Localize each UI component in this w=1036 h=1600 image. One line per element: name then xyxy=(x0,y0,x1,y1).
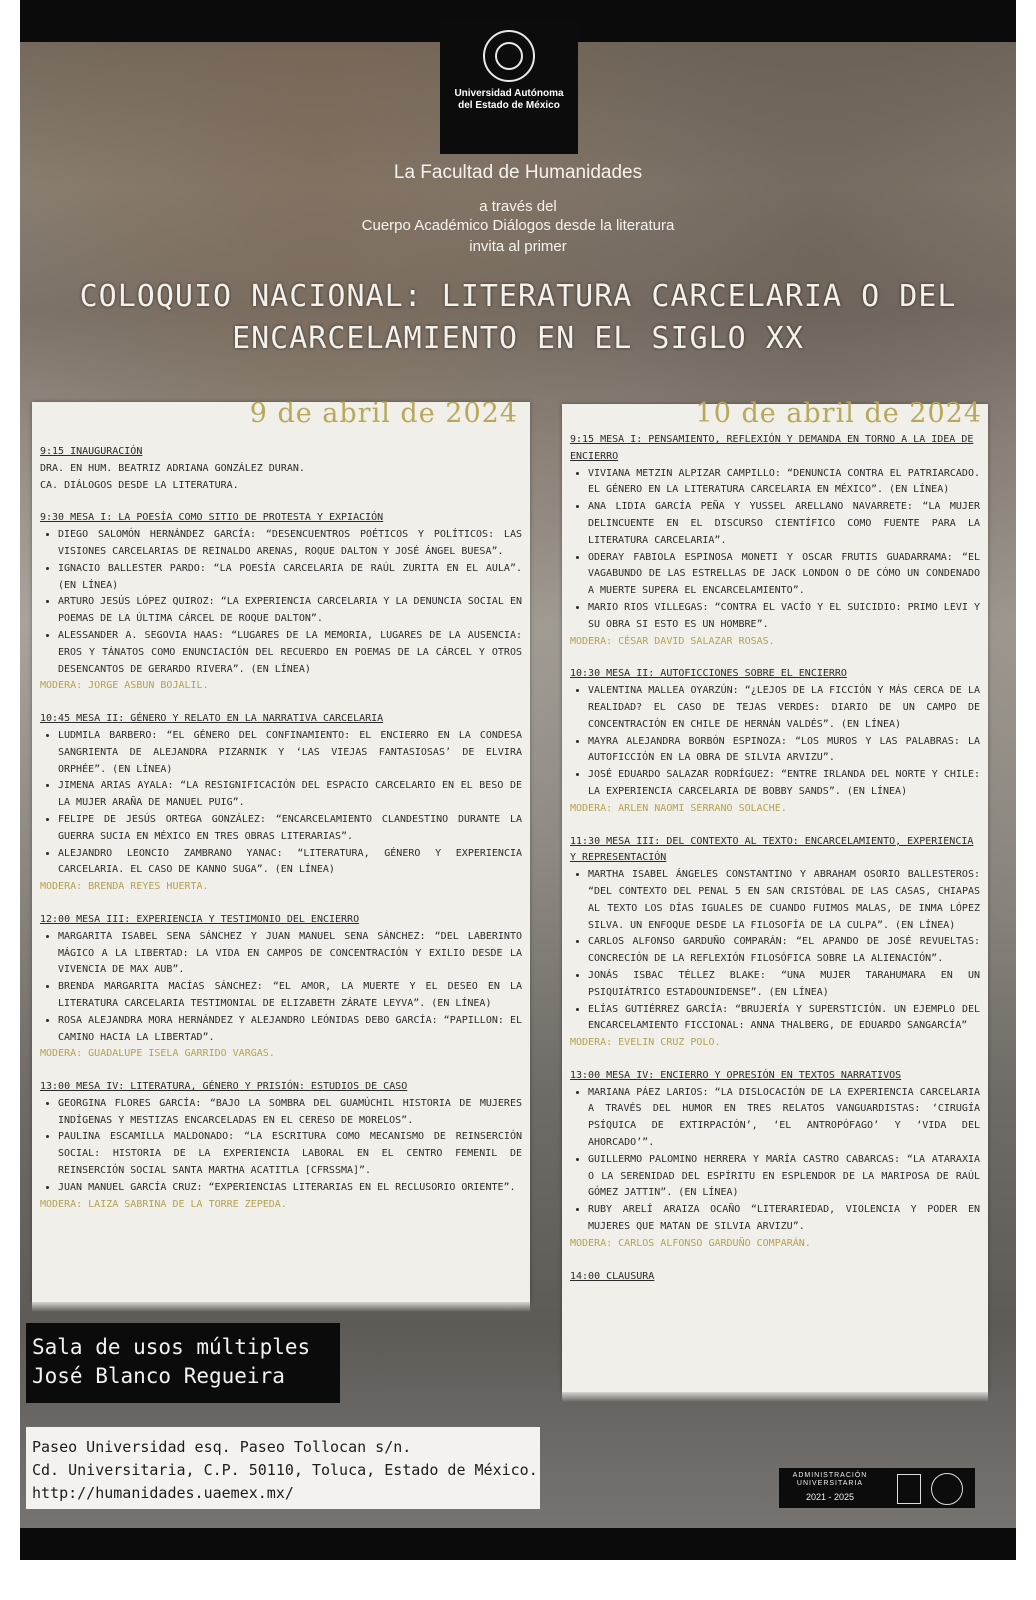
academic-body-logo-icon xyxy=(931,1473,963,1505)
session-heading: 13:00 MESA IV: ENCIERRO Y OPRESIÓN EN TEXTOS NARRATIVOS xyxy=(570,1069,902,1081)
address-line1: Paseo Universidad esq. Paseo Tollocan s/n. xyxy=(32,1438,412,1456)
day2-program xyxy=(562,398,988,1392)
block-spacer xyxy=(40,494,522,510)
admin-label-line1: ADMINISTRACIÓN xyxy=(792,1472,868,1479)
presentation-item: • ALEJANDRO LEONCIO ZAMBRANO YANAC: “LITERATURA, GÉNERO Y EXPERIENCIA CARCELARIA. EL CASO DE KANNO SUGA”. (EN LÍNEA) xyxy=(58,846,522,880)
day1-schedule xyxy=(40,444,522,1213)
presentation-list xyxy=(40,728,522,879)
presentation-item: • JIMENA ARIAS AYALA: “LA RESIGNIFICACIÓN DEL ESPACIO CARCELARIO EN EL BESO DE LA MUJER ARAÑA DE MANUEL PUIG”. xyxy=(58,778,522,812)
session-heading: 14:00 CLAUSURA xyxy=(570,1270,655,1282)
presentation-item: • ARTURO JESÚS LÓPEZ QUIROZ: “LA EXPERIENCIA CARCELARIA Y LA DENUNCIA SOCIAL EN POEMAS DE LA ÚLTIMA CÁRCEL DE ROQUE DALTON”. xyxy=(58,594,522,628)
session-heading: 9:30 MESA I: LA POESÍA COMO SITIO DE PROTESTA Y EXPIACIÓN xyxy=(40,512,384,524)
presentation-item: • ROSA ALEJANDRA MORA HERNÁNDEZ Y ALEJANDRO LEÓNIDAS DEBO GARCÍA: “PAPILLON: EL CAMINO HACIA LA LIBERTAD”. xyxy=(58,1013,522,1047)
day1-program xyxy=(32,398,530,1302)
block-spacer xyxy=(570,1253,980,1269)
university-name-line1: Universidad Autónoma xyxy=(454,88,564,99)
block-spacer xyxy=(570,650,980,666)
presentation-item: • MARIANA PÁEZ LARIOS: “LA DISLOCACIÓN DE LA EXPERIENCIA CARCELARIA A TRAVÉS DEL HUMOR EN TRES RELATOS VANGUARDISTAS: ‘CIRUGÍA PSÍQUICA DE EXTIRPACIÓN’, ‘EL ANTROPÓFAGO’ Y ‘VIDA DEL AHORCADO’”. xyxy=(588,1085,980,1152)
presentation-item: • LUDMILA BARBERO: “EL GÉNERO DEL CONFINAMIENTO: EL ENCIERRO EN LA CONDESA SANGRIENTA DE ALEJANDRA PIZARNIK Y ‘LAS VIEJAS FANTASIOSAS’ DE ELVIRA ORPHÉE”. (EN LÍNEA) xyxy=(58,728,522,778)
block-spacer xyxy=(570,1052,980,1068)
session-heading: 13:00 MESA IV: LITERATURA, GÉNERO Y PRISIÓN: ESTUDIOS DE CASO xyxy=(40,1081,408,1093)
event-title-line1: COLOQUIO NACIONAL: LITERATURA CARCELARIA O DEL xyxy=(79,279,957,314)
session-heading: 10:30 MESA II: AUTOFICCIONES SOBRE EL ENCIERRO xyxy=(570,668,847,680)
presentation-list xyxy=(570,466,980,634)
moderator: MODERA: JORGE ASBUN BOJALIL. xyxy=(40,680,209,692)
presentation-item: • IGNACIO BALLESTER PARDO: “LA POESÍA CARCELARIA DE RAÚL ZURITA EN EL AULA”. (EN LÍNEA) xyxy=(58,561,522,595)
presentation-item: • JUAN MANUEL GARCÍA CRUZ: “EXPERIENCIAS LITERARIAS EN EL RECLUSORIO ORIENTE”. xyxy=(58,1180,522,1197)
presentation-item: • DIEGO SALOMÓN HERNÁNDEZ GARCÍA: “DESENCUENTROS POÉTICOS Y POLÍTICOS: LAS VISIONES CARCELARIAS DE REINALDO ARENAS, ROQUE DALTON Y JOSÉ ÁNGEL BUESA”. xyxy=(58,527,522,561)
moderator: MODERA: BRENDA REYES HUERTA. xyxy=(40,881,209,893)
presentation-item: • ELÍAS GUTIÉRREZ GARCÍA: “BRUJERÍA Y SUPERSTICIÓN. UN EJEMPLO DEL ENCARCELAMIENTO FICCIONAL: ANNA THALBERG, DE EDUARDO SANGARCÍA” xyxy=(588,1002,980,1036)
presentation-item: • VIVIANA METZIN ALPIZAR CAMPILLO: “DENUNCIA CONTRA EL PATRIARCADO. EL GÉNERO EN LA LITERATURA CARCELARIA EN MÉXICO”. (EN LÍNEA) xyxy=(588,466,980,500)
day1-date: 9 de abril de 2024 xyxy=(249,398,518,429)
presentation-item: • GUILLERMO PALOMINO HERRERA Y MARÍA CASTRO CABARCAS: “LA ATARAXIA O LA SERENIDAD DEL ESPÍRITU EN ESPLENDOR DE LA MARIPOSA DE RAÚL GÓMEZ JATTIN”. (EN LÍNEA) xyxy=(588,1152,980,1202)
presentation-item: • MAYRA ALEJANDRA BORBÓN ESPINOZA: “LOS MUROS Y LAS PALABRAS: LA AUTOFICCIÓN EN LA OBRA DE SILVIA ARVIZU”. xyxy=(588,734,980,768)
presentation-list xyxy=(570,683,980,801)
admin-badge xyxy=(779,1468,975,1508)
intro-line-3: Cuerpo Académico Diálogos desde la literatura xyxy=(361,217,675,234)
presentation-item: • ODERAY FABIOLA ESPINOSA MONETI Y OSCAR FRUTIS GUADARRAMA: “EL VAGABUNDO DE LAS ESTRELLAS DE JACK LONDON O DE CÓMO UN CONDENADO A MUERTE SUPERA EL ENCARCELAMIENTO”. xyxy=(588,550,980,600)
block-spacer xyxy=(570,818,980,834)
presentation-item: • MARIO RIOS VILLEGAS: “CONTRA EL VACÍO Y EL SUICIDIO: PRIMO LEVI Y SU OBRA SI ESTO ES UN HOMBRE”. xyxy=(588,600,980,634)
event-title-line2: ENCARCELAMIENTO EN EL SIGLO XX xyxy=(232,321,804,356)
block-spacer xyxy=(40,695,522,711)
presentation-item: • VALENTINA MALLEA OYARZÚN: “¿LEJOS DE LA FICCIÓN Y MÁS CERCA DE LA REALIDAD? EL CASO DE TEJAS VERDES: DIARIO DE UN CAMPO DE CONCENTRACIÓN EN CHILE DE HERNÁN VALDÉS”. (EN LÍNEA) xyxy=(588,683,980,733)
presentation-item: • ALESSANDER A. SEGOVIA HAAS: “LUGARES DE LA MEMORIA, LUGARES DE LA AUSENCIA: EROS Y TÁNATOS COMO ENUNCIACIÓN DEL RECUERDO EN POEMAS DE LA CÁRCEL Y OTROS DESENCANTOS DE GERARDO RIVERA”. (EN LÍNEA) xyxy=(58,628,522,678)
website-link[interactable]: http://humanidades.uaemex.mx/ xyxy=(32,1484,294,1502)
day2-schedule xyxy=(570,432,980,1285)
university-name-line2: del Estado de México xyxy=(458,100,560,111)
presentation-item: • GEORGINA FLORES GARCÍA: “BAJO LA SOMBRA DEL GUAMÚCHIL HISTORIA DE MUJERES INDÍGENAS Y MESTIZAS ENCARCELADAS EN EL CERESO DE MORELOS”. xyxy=(58,1096,522,1130)
intro-line-4: invita al primer xyxy=(469,238,567,255)
presentation-item: • MARTHA ISABEL ÁNGELES CONSTANTINO Y ABRAHAM OSORIO BALLESTEROS: “DEL CONTEXTO DEL PENAL 5 EN SAN CRISTÓBAL DE LAS CASAS, CHIAPAS AL TEXTO LOS DÍAS IGUALES DE CUANDO FUIMOS MALAS, DE INMA LÓPEZ SILVA. UN ENFOQUE DESDE LA FILOSOFÍA DE LA CULPA”. (EN LÍNEA) xyxy=(588,867,980,934)
block-spacer xyxy=(40,896,522,912)
admin-period: 2021 - 2025 xyxy=(805,1492,855,1502)
session-heading: 9:15 INAUGURACIÓN xyxy=(40,446,143,457)
bottom-bar xyxy=(20,1528,1016,1560)
presentation-item: • JOSÉ EDUARDO SALAZAR RODRÍGUEZ: “ENTRE IRLANDA DEL NORTE Y CHILE: LA EXPERIENCIA CARCELARIA DE BOBBY SANDS”. (EN LÍNEA) xyxy=(588,767,980,801)
moderator: MODERA: CARLOS ALFONSO GARDUÑO COMPARÁN. xyxy=(570,1237,811,1249)
presentation-item: • CARLOS ALFONSO GARDUÑO COMPARÁN: “EL APANDO DE JOSÉ REVUELTAS: CONCRECIÓN DE LA REFLEXIÓN FILOSÓFICA SOBRE LA ALIENACIÓN”. xyxy=(588,934,980,968)
venue-line2: José Blanco Regueira xyxy=(32,1364,285,1388)
moderator: MODERA: LAIZA SABRINA DE LA TORRE ZEPEDA. xyxy=(40,1198,287,1210)
presentation-list xyxy=(570,867,980,1035)
presentation-item: • RUBY ARELÍ ARAIZA OCAÑO “LITERARIEDAD, VIOLENCIA Y PODER EN MUJERES QUE MATAN DE SILVIA ARVIZU”. xyxy=(588,1202,980,1236)
faculty-name: La Facultad de Humanidades xyxy=(393,162,643,183)
poster xyxy=(20,0,1016,1560)
venue-box xyxy=(26,1323,340,1403)
presentation-list xyxy=(40,527,522,678)
admin-label xyxy=(787,1472,873,1488)
presentation-item: • FELIPE DE JESÚS ORTEGA GONZÁLEZ: “ENCARCELAMIENTO CLANDESTINO DURANTE LA GUERRA SUCIA EN MÉXICO EN TRES OBRAS LITERARIAS”. xyxy=(58,812,522,846)
presentation-item: • ANA LIDIA GARCÍA PEÑA Y YUSSEL ARELLANO NAVARRETE: “LA MUJER DELINCUENTE EN EL DISCURSO CIENTÍFICO COMO FUENTE PARA LA LITERATURA CARCELARIA”. xyxy=(588,499,980,549)
session-heading: 11:30 MESA III: DEL CONTEXTO AL TEXTO: ENCARCELAMIENTO, EXPERIENCIA Y REPRESENTACIÓN xyxy=(570,835,974,864)
university-logo xyxy=(440,20,578,154)
institution-emblem-icon xyxy=(897,1474,921,1504)
address-box xyxy=(26,1427,540,1509)
moderator: MODERA: GUADALUPE ISELA GARRIDO VARGAS. xyxy=(40,1048,275,1060)
presentation-list xyxy=(40,929,522,1047)
session-line: DRA. EN HUM. BEATRIZ ADRIANA GONZÁLEZ DURAN. xyxy=(40,462,305,474)
session-heading: 10:45 MESA II: GÉNERO Y RELATO EN LA NARRATIVA CARCELARIA xyxy=(40,713,384,725)
venue-line1: Sala de usos múltiples xyxy=(32,1335,311,1359)
day2-date: 10 de abril de 2024 xyxy=(695,398,982,429)
intro-line-2: a través del xyxy=(479,198,557,215)
session-line: CA. DIÁLOGOS DESDE LA LITERATURA. xyxy=(40,479,239,491)
university-seal-icon xyxy=(483,30,535,82)
moderator: MODERA: EVELIN CRUZ POLO. xyxy=(570,1037,721,1049)
admin-label-line2: UNIVERSITARIA xyxy=(796,1480,864,1487)
presentation-item: • BRENDA MARGARITA MACÍAS SÁNCHEZ: “EL AMOR, LA MUERTE Y EL DESEO EN LA LITERATURA CARCELARIA TESTIMONIAL DE ELIZABETH ZÁRATE LEYVA”. (EN LÍNEA) xyxy=(58,979,522,1013)
block-spacer xyxy=(40,1063,522,1079)
moderator: MODERA: ARLEN NAOMI SERRANO SOLACHE. xyxy=(570,802,787,814)
session-heading: 12:00 MESA III: EXPERIENCIA Y TESTIMONIO DEL ENCIERRO xyxy=(40,913,360,925)
presentation-list xyxy=(570,1085,980,1236)
presentation-item: • PAULINA ESCAMILLA MALDONADO: “LA ESCRITURA COMO MECANISMO DE REINSERCIÓN SOCIAL: HISTORIA DE LA EXPERIENCIA LABORAL EN EL CENTRO FEMENIL DE REINSERCIÓN SOCIAL SANTA MARTHA ACATITLA [CFRSSMA]”. xyxy=(58,1129,522,1179)
moderator: MODERA: CÉSAR DAVID SALAZAR ROSAS. xyxy=(570,635,775,647)
presentation-item: • JONÁS ISBAC TÉLLEZ BLAKE: “UNA MUJER TARAHUMARA EN UN PSIQUIÁTRICO ESTADOUNIDENSE”. (EN LÍNEA) xyxy=(588,968,980,1002)
presentation-list xyxy=(40,1096,522,1197)
session-heading: 9:15 MESA I: PENSAMIENTO, REFLEXIÓN Y DEMANDA EN TORNO A LA IDEA DE ENCIERRO xyxy=(570,434,974,462)
address-line2: Cd. Universitaria, C.P. 50110, Toluca, Estado de México. xyxy=(32,1461,538,1479)
presentation-item: • MARGARITA ISABEL SENA SÁNCHEZ Y JUAN MANUEL SENA SÁNCHEZ: “DEL LABERINTO MÁGICO A LA LIBERTAD: LA VIDA EN CAMPOS DE CONCENTRACIÓN Y EXILIO DESDE LA VIVENCIA DE MAX AUB”. xyxy=(58,929,522,979)
